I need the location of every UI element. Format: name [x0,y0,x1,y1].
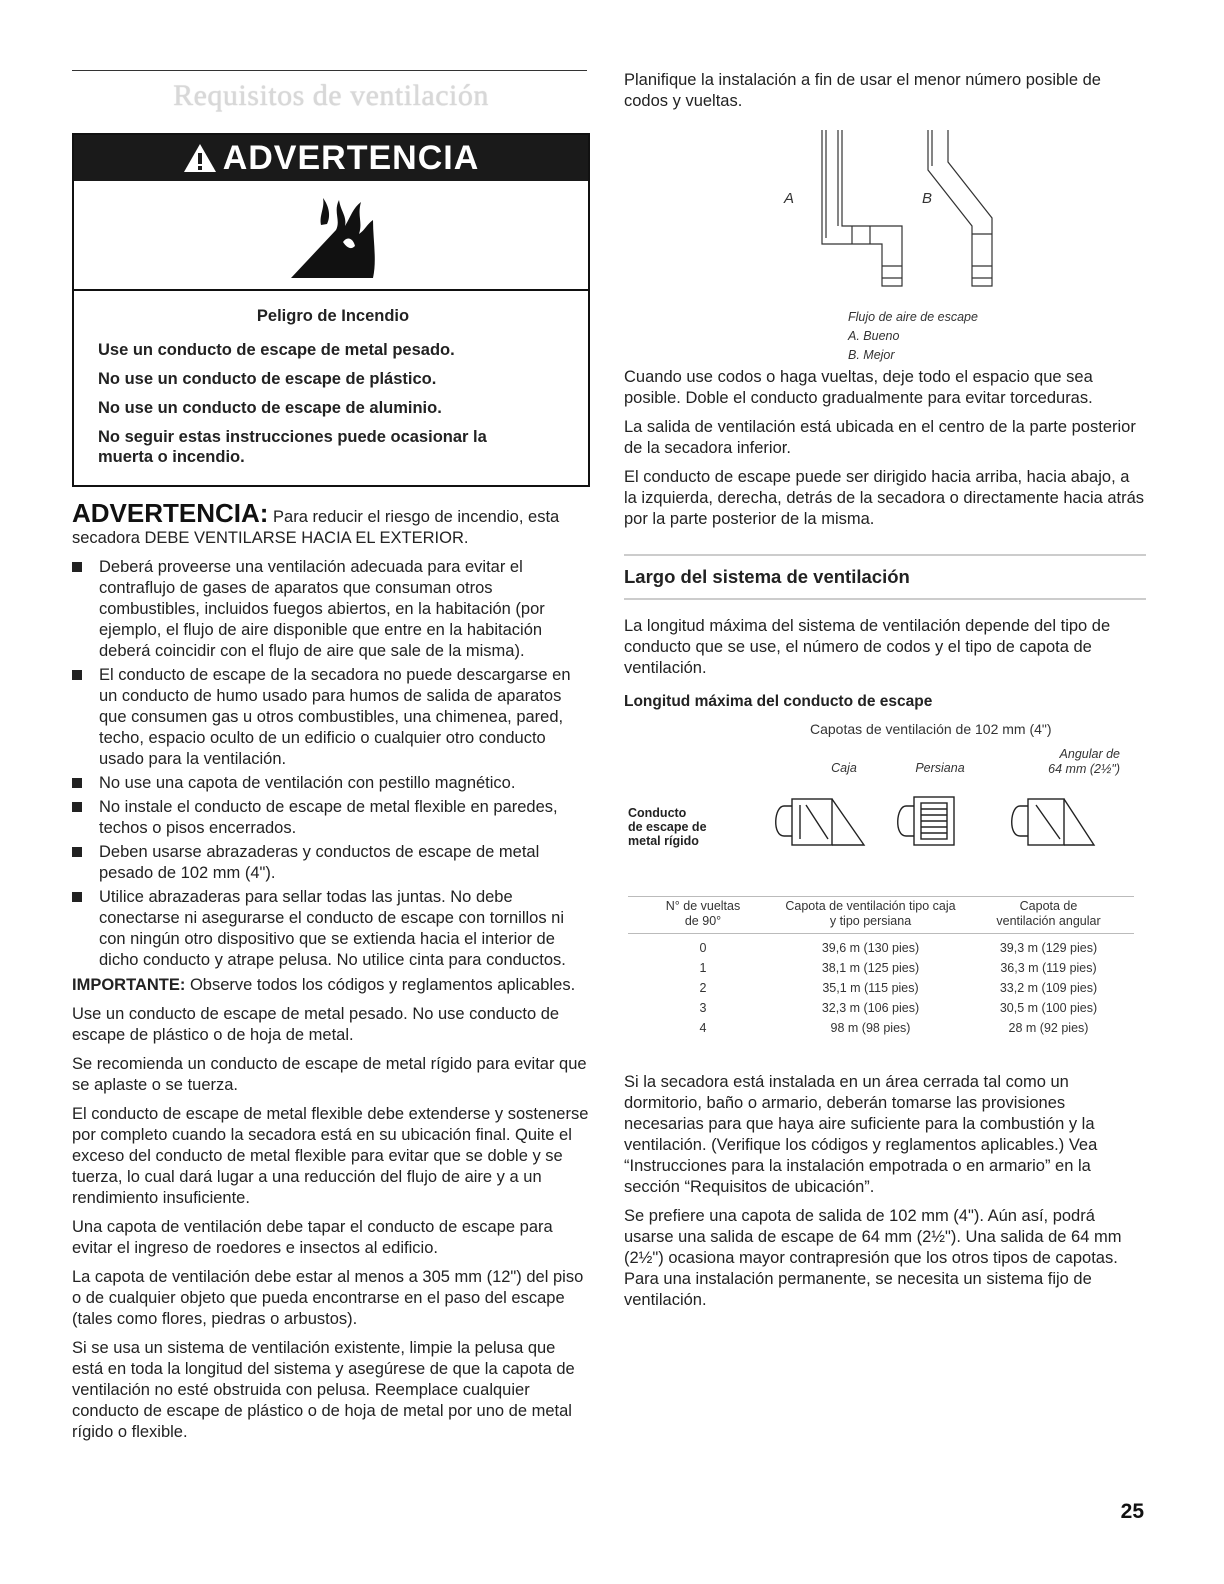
right-paragraph-3: El conducto de escape puede ser dirigido hacia arriba, hacia abajo, a la izquierda, derecha, detrás de la secadora o directamente hacia atrás por la parte posterior de la misma. [624,468,1145,528]
advertencia-label: ADVERTENCIA: [72,498,269,528]
angular-length-cell: 28 m (92 pies) [1008,1021,1089,1035]
right-paragraph-1: Cuando use codos o haga vueltas, deje todo el espacio que sea posible. Doble el conducto gradualmente para evitar torceduras. [624,368,1093,407]
table-row [628,1018,1134,1038]
col-angular-header-line-2: ventilación angular [996,914,1101,928]
conducto-label-line-2: de escape de [628,820,707,834]
bullet-square-icon [72,847,82,857]
box-length-cell: 32,3 m (106 pies) [821,1001,920,1015]
angular-label [1010,747,1120,777]
vent-hood-icons [624,781,1146,891]
list-item-text: Utilice abrazaderas para sellar todas las juntas. No debe conectarse ni asegurarse el conducto de escape con tornillos ni con ningún otro dispositivo que se extienda hacia el interior de dicho conducto y atrape pelusa. No utilice cinta para conductos. [99,888,566,969]
conducto-label-line-1: Conducto [628,806,687,820]
vent-hood-illustrations [624,721,1146,896]
list-item [72,842,590,884]
bullet-square-icon [72,670,82,680]
col-box-header-line-2: y tipo persiana [829,914,912,928]
page-number: 25 [1120,1500,1144,1523]
list-item-text: El conducto de escape de la secadora no puede descargarse en un conducto de humo usado para humos de salida de aparatos que consumen gas u otros combustibles, una chimenea, pared, techo, espacio oculto de un edificio o cualquier otro conducto usado para la ventilación. [99,666,571,768]
figure-label-b: B [922,190,933,207]
turns-cell: 2 [699,981,707,995]
table-row [628,998,1134,1018]
vent-length-table [628,896,1134,1038]
subsection-title: Largo del sistema de ventilación [624,566,910,587]
warning-line-4: No seguir estas instrucciones puede ocasionar la muerta o incendio. [98,428,487,466]
fire-icon [281,190,381,280]
angular-length-cell: 39,3 m (129 pies) [999,941,1098,955]
section-title: Requisitos de ventilación [173,79,489,112]
box-length-cell: 35,1 m (115 pies) [822,981,919,995]
figure-caption-title: Flujo de aire de escape [848,310,978,324]
list-item [72,557,590,662]
list-item [72,797,590,839]
advertencia-text: Para reducir el riesgo de incendio, esta secadora DEBE VENTILARSE HACIA EL EXTERIOR. [72,508,560,547]
left-paragraph-6: Si se usa un sistema de ventilación existente, limpie la pelusa que está en toda la longitud del sistema y asegúrese de que la capota de ventilación no esté obstruida con pelusa. Reemplace cualquier conducto de escape de plástico o de hoja de metal por uno de metal rígido o flexible. [72,1339,575,1441]
box-length-cell: 39,6 m (130 pies) [821,941,920,955]
list-item [72,887,590,971]
list-item [72,665,590,770]
conducto-label-line-3: metal rígido [628,834,699,848]
turns-cell: 1 [699,961,707,975]
box-length-cell: 98 m (98 pies) [830,1021,911,1035]
warning-banner-text: ADVERTENCIA [222,138,480,177]
right-bottom-paragraph-2: Se prefiere una capota de salida de 102 mm (4"). Aún así, podrá usarse una salida de escape de 64 mm (2½"). Una salida de 64 mm (2½") ocasiona mayor contrapresión que los otros tipos de capotas. Para una instalación permanente, se necesita un sistema fijo de ventilación. [624,1207,1122,1309]
importante-paragraph [72,975,590,996]
col-box-header-line-1: Capota de ventilación tipo caja [785,899,956,913]
list-item-text: Deberá proveerse una ventilación adecuada para evitar el contraflujo de gases de aparatos que consuman otros combustibles, incluidos fuegos abiertos, en la habitación (por ejemplo, el flujo de aire disponible que entre en la habitación deberá coincidir con el flujo de aire que sale de la misma). [99,558,545,660]
figure-caption-a: A. Bueno [848,329,900,343]
left-paragraph-3: El conducto de escape de metal flexible debe extenderse y sostenerse por completo cuando la secadora está en su ubicación final. Quite el exceso del conducto de metal flexible para evitar que se doble y se tuerza, lo cual dará lugar a una reducción del flujo de aire y a un rendimiento insuficiente. [72,1105,589,1207]
bullet-square-icon [72,802,82,812]
hood-header: Capotas de ventilación de 102 mm (4") [810,721,1052,737]
warning-line-1: Use un conducto de escape de metal pesado. [98,341,455,359]
col-turns-header-line-1: N° de vueltas [665,899,741,913]
right-paragraph-2: La salida de ventilación está ubicada en el centro de la parte posterior de la secadora inferior. [624,418,1136,457]
turns-cell: 3 [699,1001,707,1015]
figure-caption-b: B. Mejor [848,348,895,362]
warning-line-3: No use un conducto de escape de aluminio. [98,399,442,417]
list-item-text: Deben usarse abrazaderas y conductos de escape de metal pesado de 102 mm (4"). [99,843,540,882]
left-paragraph-5: La capota de ventilación debe estar al menos a 305 mm (12") del piso o de cualquier objeto que pueda encontrarse en el paso del escape (tales como flores, piedras o arbustos). [72,1268,584,1328]
bullet-square-icon [72,562,82,572]
warning-banner [74,135,588,181]
warning-box [72,133,590,487]
louver-hood-icon [898,806,914,836]
left-column [72,70,590,1443]
table-row [628,958,1134,978]
figure-label-a: A [784,190,795,207]
figure-caption [848,308,1146,365]
duct-elbow-diagram [624,126,1146,306]
advertencia-paragraph [72,498,590,549]
list-item-text: No use una capota de ventilación con pestillo magnético. [99,774,516,792]
turns-cell: 0 [699,941,707,955]
table-header-row [628,897,1134,934]
warning-heading: Peligro de Incendio [256,307,410,325]
list-item-text: No instale el conducto de escape de metal flexible en paredes, techos o pisos encerrados. [99,798,558,837]
bullet-square-icon [72,778,82,788]
warning-line-2: No use un conducto de escape de plástico. [98,370,437,388]
box-hood-icon [776,806,792,836]
list-item [72,773,590,794]
exhaust-flow-figure [624,126,1146,306]
col-turns-header [628,897,778,934]
caja-label: Caja [831,761,857,775]
angular-label-line-2: 64 mm (2½") [1048,762,1120,776]
turns-cell: 4 [699,1021,707,1035]
persiana-label: Persiana [915,761,965,775]
col-angular-header-line-1: Capota de [1019,899,1078,913]
warning-triangle-icon [183,143,217,173]
left-paragraph-4: Una capota de ventilación debe tapar el conducto de escape para evitar el ingreso de roedores e insectos al edificio. [72,1218,553,1257]
box-length-cell: 38,1 m (125 pies) [821,961,920,975]
fire-pictogram [74,181,588,291]
table-row [628,934,1134,959]
importante-text: Observe todos los códigos y reglamentos aplicables. [189,976,576,994]
importante-label: IMPORTANTE: [72,976,186,994]
col-turns-header-line-2: de 90° [684,914,722,928]
subsection-intro: La longitud máxima del sistema de ventilación depende del tipo de conducto que se use, el número de codos y el tipo de capota de ventilación. [624,617,1111,677]
warning-body [74,291,588,485]
right-column [624,70,1146,1311]
left-paragraph-1: Use un conducto de escape de metal pesado. No use conducto de escape de plástico o de hoja de metal. [72,1005,560,1044]
title-rule [72,70,587,71]
col-angular-header [963,897,1134,934]
angular-label-line-1: Angular de [1059,747,1120,761]
angular-length-cell: 33,2 m (109 pies) [999,981,1098,995]
col-box-header [778,897,963,934]
left-paragraph-2: Se recomienda un conducto de escape de metal rígido para evitar que se aplaste o se tuerza. [72,1055,587,1094]
bullet-list [72,557,590,971]
right-intro: Planifique la instalación a fin de usar el menor número posible de codos y vueltas. [624,71,1101,110]
angular-hood-icon [1012,806,1028,836]
angular-length-cell: 30,5 m (100 pies) [999,1001,1098,1015]
right-bottom-paragraph-1: Si la secadora está instalada en un área cerrada tal como un dormitorio, baño o armario, deberán tomarse las provisiones necesarias para que haya aire suficiente para la combustión y la ventilación. (Verifique los códigos y reglamentos aplicables.) Vea “Instrucciones para la instalación empotrada o en armario” en la sección “Requisitos de ubicación”. [624,1073,1098,1196]
table-title: Longitud máxima del conducto de escape [624,693,933,710]
bullet-square-icon [72,892,82,902]
subsection-rule-top [624,554,1146,556]
table-row [628,978,1134,998]
subsection-rule-bottom [624,598,1146,600]
angular-length-cell: 36,3 m (119 pies) [1000,961,1097,975]
